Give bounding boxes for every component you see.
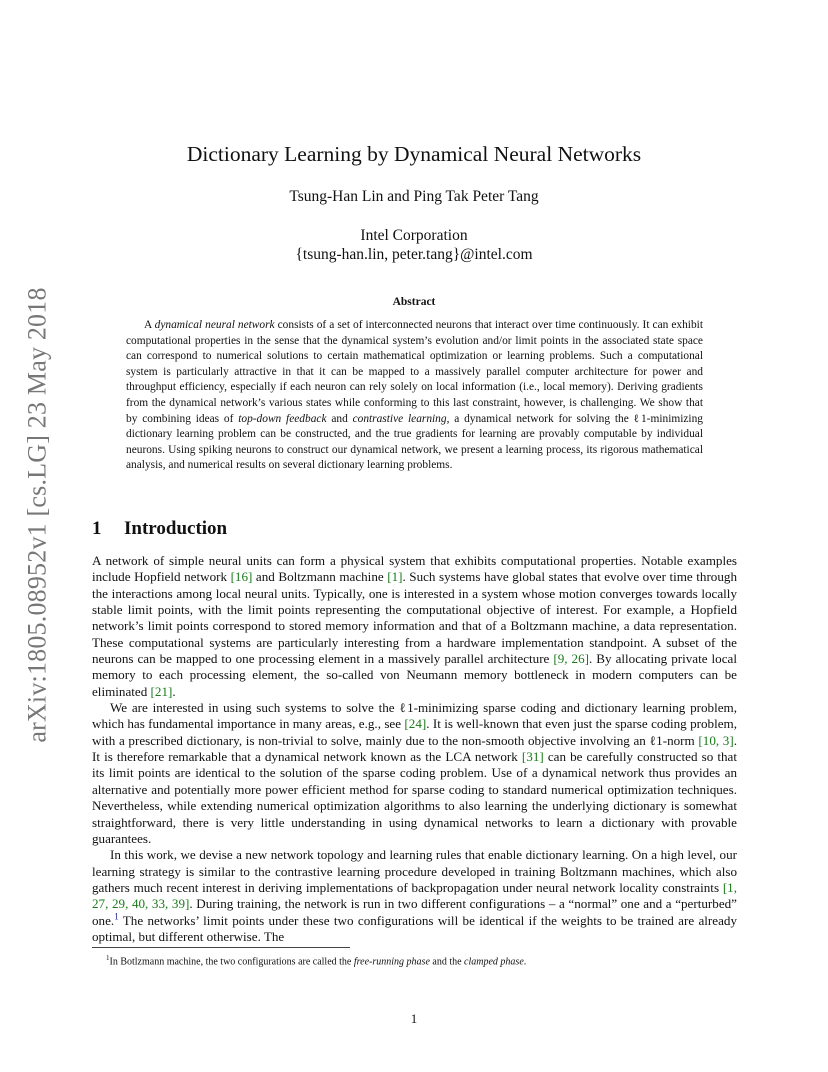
paragraph: We are interested in using such systems to solve the ℓ1-minimizing sparse coding and dictionary learning problem, which has fundamental importance in many areas, e.g., see [24]. It is well-known that even just the sparse coding problem, with a prescribed dictionary, is non-trivial to solve, mainly due to the non-smooth objective involving an ℓ1-norm [10, 3]. It is therefore remarkable that a dynamical network known as the LCA network [31] can be carefully constructed so that its limit points are identical to the solution of the sparse coding problem. Use of a dynamical network thus provides an alternative and potentially more power efficient method for sparse coding to standard numerical optimization techniques. Nevertheless, while extending numerical optimization algorithms to also learning the underlying dictionary is somewhat straightforward, there is very little understanding in using dynamical networks to learn a dictionary with provable guarantees. bbox=[92, 700, 737, 846]
section-number: 1 bbox=[92, 518, 102, 539]
footnote-link[interactable]: 1 bbox=[114, 911, 119, 922]
abstract-emphasis: dynamical neural network bbox=[154, 319, 275, 331]
abstract-text: and bbox=[326, 412, 353, 425]
citation-link[interactable]: [16] bbox=[230, 569, 253, 585]
footnote-mark: 1 bbox=[106, 954, 110, 962]
abstract-heading: Abstract bbox=[392, 296, 436, 308]
abstract-emphasis: top-down feedback bbox=[238, 412, 327, 425]
abstract-paragraph bbox=[126, 318, 703, 474]
body-text bbox=[92, 553, 737, 945]
abstract-emphasis: contrastive learning bbox=[352, 412, 447, 425]
author-emails: {tsung-han.lin, peter.tang}@intel.com bbox=[295, 246, 533, 263]
footnote-divider bbox=[92, 947, 350, 948]
paragraph: In this work, we devise a new network topology and learning rules that enable dictionary learning. On a high level, our learning strategy is similar to the contrastive learning procedure developed in training Boltzmann machines, which also gathers much recent interest in deriving implementations of backpropagation under neural network locality constraints [1, 27, 29, 40, 33, 39]. During training, the network is run in two different configurations – a “normal” one and a “perturbed” one.$^1$ The networks’ limit points under these two configurations will be identical if the weights to be trained are already optimal, but different otherwise. The bbox=[92, 847, 737, 944]
abstract-text: A bbox=[144, 319, 155, 331]
section-heading bbox=[92, 518, 227, 540]
abstract-text: , a dynamical network for solving the ℓ1-minimizing dictionary learning problem can be constructed, and the true gradients for learning are provably computable by individual neurons. Using spiking neurons to construct our dynamical network, we present a learning process, its rigorous mathematical analysis, and numerical results on several dictionary learning problems. bbox=[126, 412, 703, 472]
citation-link[interactable]: [1, 27, 29, 40, 33, 39] bbox=[92, 879, 737, 912]
citation-link[interactable]: [21] bbox=[150, 683, 173, 699]
paper-authors: Tsung-Han Lin and Ping Tak Peter Tang bbox=[289, 188, 539, 205]
affiliation-block bbox=[0, 226, 828, 264]
page-number: 1 bbox=[410, 1011, 418, 1026]
section-title: Introduction bbox=[124, 518, 228, 539]
citation-link[interactable]: [1] bbox=[387, 569, 403, 585]
paper-title: Dictionary Learning by Dynamical Neural Networks bbox=[186, 142, 642, 166]
citation-link[interactable]: [24] bbox=[404, 716, 427, 732]
arxiv-identifier[interactable]: arXiv:1805.08952v1 [cs.LG] 23 May 2018 bbox=[23, 287, 53, 743]
paragraph: A network of simple neural units can form a physical system that exhibits computational properties. Notable examples include Hopfield network [16] and Boltzmann machine [1]. Such systems have global states that evolve over time through the interactions among local neural units. Typically, one is interested in a system whose motion converges towards locally stable limit points, with the limit points representing the computational objective of interest. For example, a Hopfield network’s limit points correspond to stored memory information and that of a Boltzmann machine, a data representation. These computational systems are particularly interesting from a hardware implementation standpoint. A subset of the neurons can be mapped to one processing element in a massively parallel architecture [9, 26]. By allocating private local memory to each processing element, the so-called von Neumann memory bottleneck in modern computers can be eliminated [21]. bbox=[92, 553, 737, 699]
citation-link[interactable]: [10, 3] bbox=[698, 732, 734, 748]
footnote: $^1$In Botlzmann machine, the two configurations are called the free-running phase and the clamped phase. bbox=[106, 954, 527, 968]
affiliation: Intel Corporation bbox=[360, 227, 468, 244]
citation-link[interactable]: [31] bbox=[521, 749, 544, 765]
abstract bbox=[126, 318, 703, 474]
citation-link[interactable]: [9, 26] bbox=[553, 651, 590, 667]
arxiv-sidebar bbox=[24, 270, 52, 760]
abstract-text: consists of a set of interconnected neurons that interact over time continuously. It can exhibit computational properties in the sense that the dynamical system’s evolution and/or limit points in the associated state space can correspond to numerical solutions to certain mathematical optimization or learning problems. Such a computational system is particularly attractive in that it can be mapped to a massively parallel computer architecture for power and throughput efficiency, especially if each neuron can rely solely on local information (i.e., local memory). Deriving gradients from the dynamical network’s various states while conforming to this last constraint, however, is challenging. We show that by combining ideas of bbox=[126, 319, 703, 425]
